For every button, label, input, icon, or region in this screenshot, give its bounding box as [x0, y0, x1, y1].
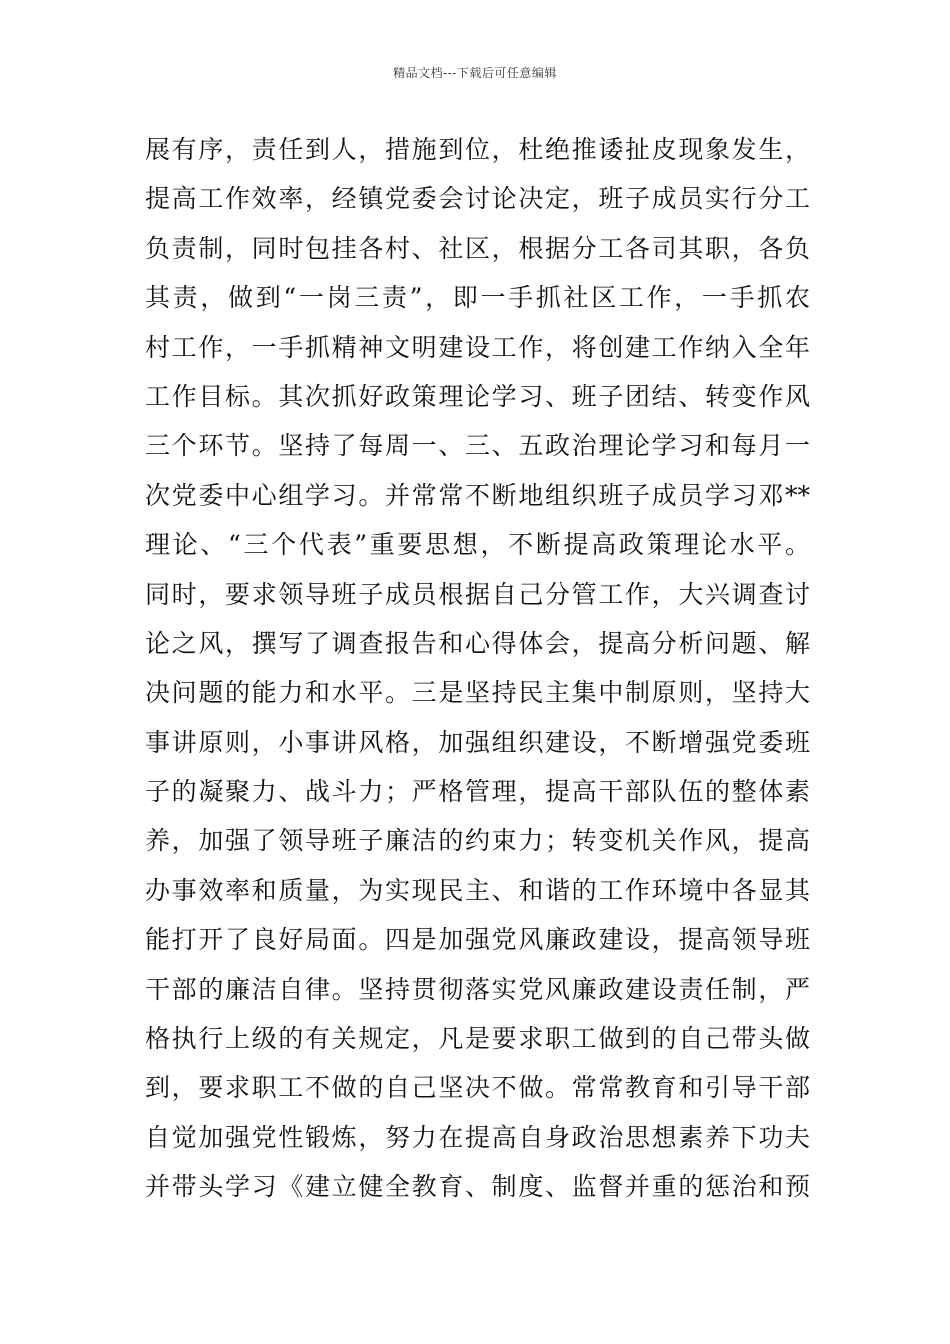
text-line: 同时，要求领导班子成员根据自己分管工作，大兴调查讨	[145, 579, 810, 609]
text-line: 村工作，一手抓精神文明建设工作，将创建工作纳入全年	[145, 332, 810, 362]
text-line: 格执行上级的有关规定，凡是要求职工做到的自己带头做	[145, 1024, 810, 1054]
text-line: 展有序，责任到人，措施到位，杜绝推诿扯皮现象发生，	[145, 135, 810, 164]
body-text	[145, 130, 810, 1217]
text-line: 三个环节。坚持了每周一、三、五政治理论学习和每月一	[145, 431, 810, 461]
text-line: 子的凝聚力、战斗力；严格管理，提高干部队伍的整体素	[145, 777, 810, 807]
text-line: 提高工作效率，经镇党委会讨论决定，班子成员实行分工	[145, 184, 810, 214]
text-line: 工作目标。其次抓好政策理论学习、班子团结、转变作风	[145, 381, 810, 411]
text-line: 并带头学习《建立健全教育、制度、监督并重的惩治和预	[145, 1172, 810, 1202]
text-line: 负责制，同时包挂各村、社区，根据分工各司其职，各负	[145, 233, 810, 263]
text-line: 次党委中心组学习。并常常不断地组织班子成员学习邓**	[145, 480, 810, 510]
text-line: 其责，做到“一岗三责”，即一手抓社区工作，一手抓农	[145, 283, 810, 313]
text-line: 到，要求职工不做的自己坚决不做。常常教育和引导干部	[145, 1073, 810, 1103]
text-line: 干部的廉洁自律。坚持贯彻落实党风廉政建设责任制，严	[145, 974, 810, 1004]
page-header: 精品文档---下载后可任意编辑	[393, 66, 557, 80]
text-line: 事讲原则，小事讲风格，加强组织建设，不断增强党委班	[145, 727, 810, 757]
text-line: 养，加强了领导班子廉洁的约束力；转变机关作风，提高	[145, 826, 810, 856]
text-line: 自觉加强党性锻炼，努力在提高自身政治思想素养下功夫	[145, 1122, 810, 1152]
text-line: 理论、“三个代表”重要思想，不断提高政策理论水平。	[145, 530, 810, 560]
text-line: 决问题的能力和水平。三是坚持民主集中制原则，坚持大	[145, 678, 810, 708]
text-line: 能打开了良好局面。四是加强党风廉政建设，提高领导班	[145, 925, 810, 955]
text-line: 论之风，撰写了调查报告和心得体会，提高分析问题、解	[145, 628, 810, 658]
text-line: 办事效率和质量，为实现民主、和谐的工作环境中各显其	[145, 875, 810, 905]
